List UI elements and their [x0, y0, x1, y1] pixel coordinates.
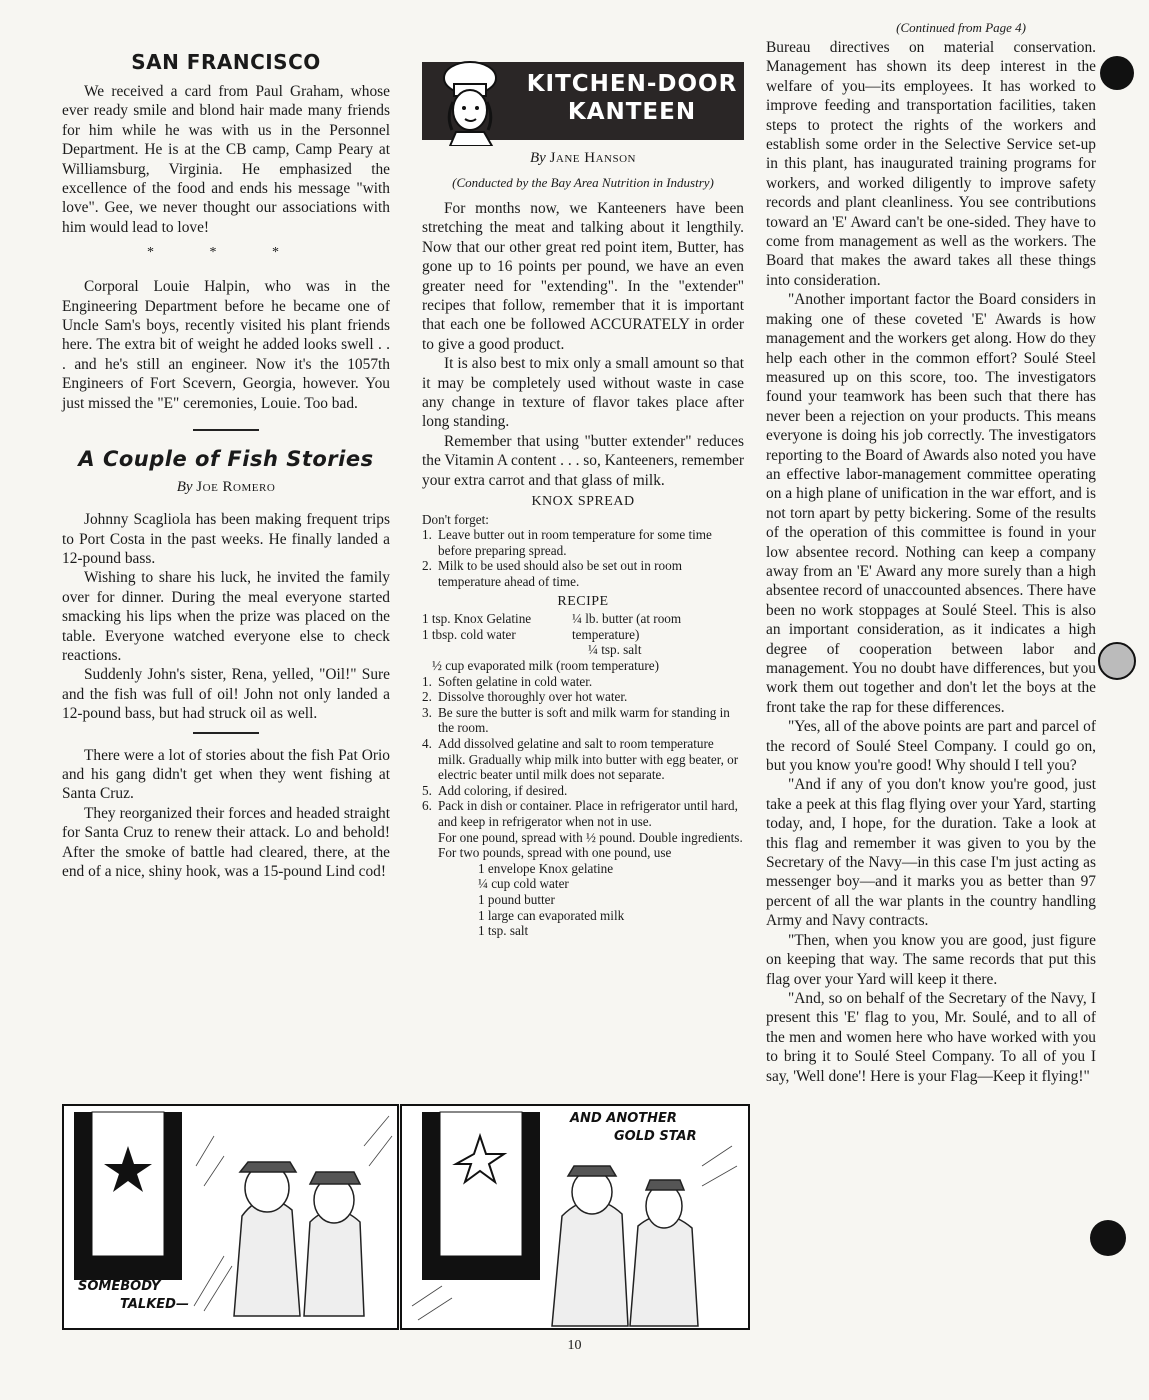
- kanteen-paragraph-2: It is also best to mix only a small amount so that it may be completely used without waste in case any change in texture of flavor takes place after long standing.: [422, 355, 744, 431]
- kanteen-paragraph-1: For months now, we Kanteeners have been stretching the meat and talking about it lengthily. Now that our other great red point item, Butter, has gone up to 16 points per pound, we have an even greater need for "extending". In the "extender" recipes that follow, remember that it is important that each one be followed ACCURATELY in order to give a good product.: [422, 200, 744, 353]
- knox-spread-recipe: [422, 494, 744, 939]
- byline-author: Joe Romero: [196, 479, 276, 496]
- ingredient-left: [422, 611, 572, 658]
- recipe-title: RECIPE: [557, 593, 609, 609]
- byline-by: By: [530, 150, 546, 166]
- banner-line-2: KANTEEN: [567, 99, 697, 125]
- fish-paragraph-2: Wishing to share his luck, he invited the family over for dinner. During the meal everyone started smacking his lips when the prize was placed on the table. Everyone watched everyone else to check reactions.: [62, 569, 390, 664]
- cartoon-panel-another-gold-star: [400, 1104, 750, 1330]
- cartoon-panel-somebody-talked: [62, 1104, 399, 1330]
- conducted-by-note: (Conducted by the Bay Area Nutrition in Industry): [452, 175, 714, 190]
- caption-line: GOLD STAR: [614, 1129, 697, 1144]
- list-item: 1. Soften gelatine in cold water.: [422, 673, 593, 689]
- fish-stories-byline: [62, 479, 390, 496]
- knox-spread-title: KNOX SPREAD: [531, 494, 635, 510]
- award-paragraph-2: "Another important factor the Board considers in making one of these coveted 'E' Awards is how management and the workers get along. How do they help each other in the common effort? Soulé Steel measured up on this score, too. The investigators found your teamwork has been such that there has never been a rejection on your products. This means everyone is doing his job correctly. The investigators reporting to the Board of Awards also noted you have an effective labor-management committee operating on a high plane of unification in the war effort, and is not torn apart by petty bickering. Some of the results of the operation of this committee is found in your low absentee record. Nothing can keep a company away from an 'E' Award any more surely than a high absentee record of unaccounted absences. There have been no work stoppages at Soulé Steel. This is also an important consideration, as it indicates a high degree of cooperation between labor and management. You no doubt have differences, but you work them out together and don't let the boys at the front take the rap for these differences.: [766, 291, 1096, 716]
- ingredient: ½ cup evaporated milk (room temperature): [432, 658, 660, 674]
- kanteen-paragraph-3: Remember that using "butter extender" reduces the Vitamin A content . . . so, Kanteeners, remember your extra carrot and that glass of milk.: [422, 432, 744, 489]
- byline-by: By: [176, 479, 193, 496]
- section-stars-divider: * * *: [147, 245, 305, 261]
- award-paragraph-1: Bureau directives on material conservation. Management has shown its deep interest in the welfare of you—its employees. It has worked to improve feeding and transportation facilities, taken steps to protect the rights of the workers and establish some order in the Selective Service set-up in this plant, has inaugurated training programs for workers, and worked diligently to improve safety records and plant cleanliness. You see contributions toward an 'E' Award can't be one-sided. They have to come from management as well as the workers. The Board that makes the award takes all these things into consideration.: [766, 39, 1096, 289]
- continued-from-note: (Continued from Page 4): [896, 20, 1026, 35]
- sf-paragraph-2: Corporal Louie Halpin, who was in the Engineering Department before he became one of Uncle Sam's boys, recently visited his plant friends here. The extra bit of weight he added looks swell . . . and he's still an engineer. Now it's the 1057th Engineers of Fort Scevern, Georgia, however. You just missed the "E" ceremonies, Louie. Too bad.: [62, 278, 390, 412]
- two-pound-ingredients: [422, 861, 744, 939]
- list-item: 5. Add coloring, if desired.: [422, 782, 568, 798]
- kitchen-door-kanteen-banner: [422, 56, 744, 146]
- fish-paragraph-3: Suddenly John's sister, Rena, yelled, "Oil!" Sure and the fish was full of oil! John not only landed a 12-pound bass, but had struck oil as well.: [62, 666, 390, 723]
- caption-line: AND ANOTHER: [570, 1111, 677, 1126]
- list-item: 1 envelope Knox gelatine: [478, 860, 614, 876]
- binder-hole: [1100, 56, 1134, 90]
- list-item: 6. Pack in dish or container. Place in refrigerator until hard, and keep in refrigerator when not in use.: [422, 798, 738, 829]
- left-column: [62, 50, 390, 881]
- ingredient-row: [422, 611, 744, 658]
- recipe-steps: [422, 674, 744, 830]
- list-item: 2. Milk to be used should also be set out in room temperature ahead of time.: [422, 558, 682, 590]
- list-item: 1. Leave butter out in room temperature for some time before preparing spread.: [422, 527, 712, 558]
- ingredient: ¼ lb. butter (at room temperature): [572, 611, 682, 642]
- list-item: 1 pound butter: [478, 891, 555, 907]
- banner-title: [522, 70, 742, 126]
- middle-column: [422, 56, 744, 939]
- cartoon-caption-right: [570, 1110, 697, 1146]
- chef-girl-illustration-icon: [426, 56, 518, 146]
- cartoon-caption-left: [78, 1278, 189, 1314]
- list-item: 1 large can evaporated milk: [478, 907, 625, 923]
- ingredient: ¼ tsp. salt: [588, 642, 642, 658]
- list-item: 3. Be sure the butter is soft and milk warm for standing in the room.: [422, 704, 730, 736]
- sf-paragraph-1: We received a card from Paul Graham, whose ever ready smile and blond hair made many friends for him while he was with us in the Personnel Department. He is at the CB camp, Camp Peary at Williamsburg, Virginia. He emphasized the excellence of the food and ends his message "with love". Gee, we never thought our associations with him would lead to love!: [62, 83, 390, 236]
- kanteen-byline: [422, 150, 744, 167]
- fish-paragraph-5: They reorganized their forces and headed straight for Santa Cruz to renew their attack. Lo and behold! After the smoke of battle had cleared, there, at the end of a nice, shiny hook, was a 15-pound Lind cod!: [62, 804, 390, 880]
- list-item: 1 tsp. salt: [478, 923, 529, 939]
- caption-line: TALKED—: [120, 1297, 189, 1312]
- list-item: ¼ cup cold water: [478, 876, 569, 892]
- dont-forget-list: [422, 527, 744, 589]
- fish-paragraph-4: There were a lot of stories about the fish Pat Orio and his gang didn't get when they went fishing at Santa Cruz.: [62, 746, 390, 803]
- binder-hole: [1098, 642, 1136, 680]
- award-paragraph-6: "And, so on behalf of the Secretary of the Navy, I present this 'E' flag to you, Mr. Soulé, and to all of the men and women here who have worked with you to bring it to Soulé Steel Company. To all of you I say, 'Well done'! Here is your Flag—Keep it flying!": [766, 989, 1096, 1085]
- ingredient: 1 tbsp. cold water: [422, 626, 516, 642]
- binder-hole: [1090, 1220, 1126, 1256]
- list-item: 2. Dissolve thoroughly over hot water.: [422, 689, 628, 705]
- dont-forget-label: Don't forget:: [422, 511, 489, 527]
- fish-stories-heading: A Couple of Fish Stories: [78, 447, 374, 472]
- award-paragraph-3: "Yes, all of the above points are part and parcel of the record of Soulé Steel Company. I could go on, but you know you're good! Why should I tell you?: [766, 718, 1096, 775]
- caption-line: SOMEBODY: [78, 1279, 161, 1294]
- ingredient: 1 tsp. Knox Gelatine: [422, 611, 532, 627]
- two-pounds-note: For two pounds, spread with one pound, use: [438, 845, 672, 861]
- san-francisco-heading: SAN FRANCISCO: [131, 50, 321, 74]
- ingredient-right: [572, 611, 744, 658]
- byline-author: Jane Hanson: [549, 150, 636, 166]
- list-item: 4. Add dissolved gelatine and salt to room temperature milk. Gradually whip milk into butter with egg beater, or electric beater until milk does not separate.: [422, 736, 739, 783]
- section-divider-rule: [193, 429, 259, 431]
- fish-paragraph-1: Johnny Scagliola has been making frequent trips to Port Costa in the past weeks. He finally landed a 12-pound bass.: [62, 511, 390, 567]
- one-pound-note: For one pound, spread with ½ pound. Double ingredients.: [438, 829, 743, 845]
- story-divider-rule: [193, 732, 259, 734]
- award-paragraph-5: "Then, when you know you are good, just figure on keeping that way. The same records that put this flag over your Yard will keep it there.: [766, 931, 1096, 988]
- right-column: [766, 20, 1096, 1086]
- award-paragraph-4: "And if any of you don't know you're good, just take a peek at this flag flying over your Yard, starting today, and, I hope, for the duration. Take a look at this flag and remember it was given to you by the Secretary of the Navy—in this case I'm just acting as messenger boy—and it marks you as better than 97 percent of all the war plants in the country handling Army and Navy contracts.: [766, 776, 1096, 930]
- page-number: 10: [567, 1338, 582, 1353]
- banner-line-1: KITCHEN-DOOR: [526, 71, 738, 97]
